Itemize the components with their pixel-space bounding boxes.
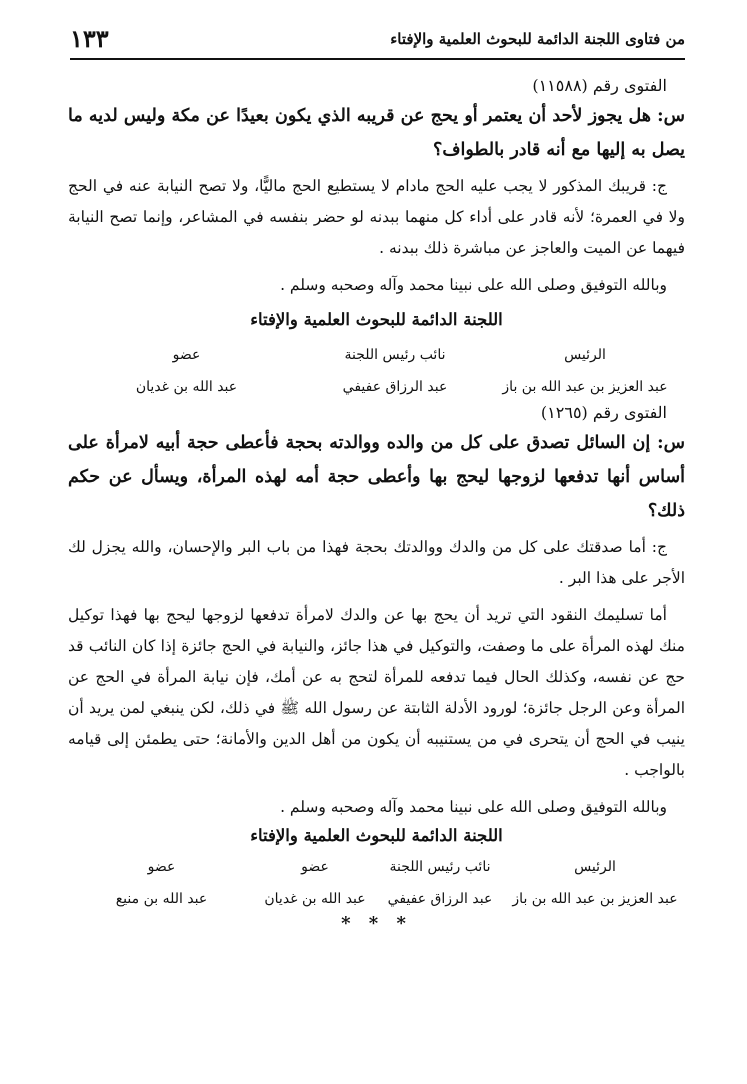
signatures-block	[68, 347, 685, 395]
committee-heading: اللجنة الدائمة للبحوث العلمية والإفتاء	[250, 310, 503, 329]
signatory-name: عبد الرزاق عفيفي	[387, 891, 493, 907]
signatory-title: نائب رئيس اللجنة	[389, 859, 491, 875]
question-text: س: هل يجوز لأحد أن يعتمر أو يحج عن قريبه الذي يكون بعيدًا عن مكة وليس لديه ما يصل به إليها مع أنه قادر بالطواف؟	[68, 106, 685, 160]
signatory-name: عبد الله بن غديان	[264, 891, 366, 907]
page-body	[68, 72, 685, 934]
section-separator: * * *	[341, 913, 412, 934]
signatory-title: نائب رئيس اللجنة	[344, 347, 446, 363]
signatory-name: عبد الرزاق عفيفي	[342, 379, 448, 395]
closing-prayer: وبالله التوفيق وصلى الله على نبينا محمد وآله وصحبه وسلم .	[280, 798, 667, 816]
page-number: ١٣٣	[70, 24, 109, 53]
running-title: من فتاوى اللجنة الدائمة للبحوث العلمية والإفتاء	[390, 30, 685, 48]
answer-continuation: أما تسليمك النقود التي تريد أن يحج بها عن والدك لامرأة تدفعها لزوجها ليحج بها فهذا توكيل منك لهذه المرأة على ما وصفت، والتوكيل في هذا جائز، والنيابة في الحج جائزة إذا كان النائب قد حج عن نفسه، وكذلك الحال فيما تدفعه للمرأة لتحج به عن أمك، فإن نيابة المرأة في الحج عن المرأة وعن الرجل جائزة؛ لورود الأدلة الثابتة عن رسول الله ﷺ في ذلك، لكن ينبغي لمن يريد أن ينيب في الحج أن يتحرى في من يستنيبه أن يكون من أهل الدين والأمانة؛ حتى يطمئن إلى قيامه بالواجب .	[68, 606, 685, 779]
signatory-title: عضو	[172, 347, 201, 363]
question-text: س: إن السائل تصدق على كل من والده ووالدته بحجة فأعطى حجة أبيه لامرأة على أساس أنها تدفعها لزوجها ليحج بها وأعطى حجة أمه لهذه المرأة، ويسأل عن حكم ذلك؟	[68, 433, 685, 521]
committee-heading: اللجنة الدائمة للبحوث العلمية والإفتاء	[250, 826, 503, 845]
closing-prayer: وبالله التوفيق وصلى الله على نبينا محمد وآله وصحبه وسلم .	[280, 276, 667, 294]
signatures-block	[68, 859, 685, 907]
signatory-title: الرئيس	[564, 347, 606, 363]
page-header	[70, 24, 685, 60]
signatory-title: الرئيس	[574, 859, 616, 875]
answer-text: ج: أما صدقتك على كل من والدك ووالدتك بحجة فهذا من باب البر والإحسان، والله يجزل لك الأجر على هذا البر .	[68, 538, 685, 587]
answer-text: ج: قريبك المذكور لا يجب عليه الحج مادام لا يستطيع الحج ماليًّا، ولا تصح النيابة عنه في الحج ولا في العمرة؛ لأنه قادر على أداء كل منهما ببدنه لو حضر بنفسه في المشاعر، وإنما تصح النيابة فيهما عن الميت والعاجز عن مباشرة ذلك ببدنه .	[68, 177, 685, 257]
signatory-name: عبد الله بن غديان	[135, 379, 238, 395]
signatory-name: عبد العزيز بن عبد الله بن باز	[502, 379, 668, 395]
signatory-title: عضو	[301, 859, 329, 875]
fatwa-1265	[68, 403, 685, 934]
signatory-name: عبد العزيز بن عبد الله بن باز	[512, 891, 678, 907]
fatwa-number: الفتوى رقم (١١٥٨٨)	[532, 76, 667, 95]
signatory-name: عبد الله بن منيع	[115, 891, 208, 907]
fatwa-11588	[68, 76, 685, 395]
fatwa-number: الفتوى رقم (١٢٦٥)	[540, 403, 667, 422]
signatory-title: عضو	[147, 859, 176, 875]
